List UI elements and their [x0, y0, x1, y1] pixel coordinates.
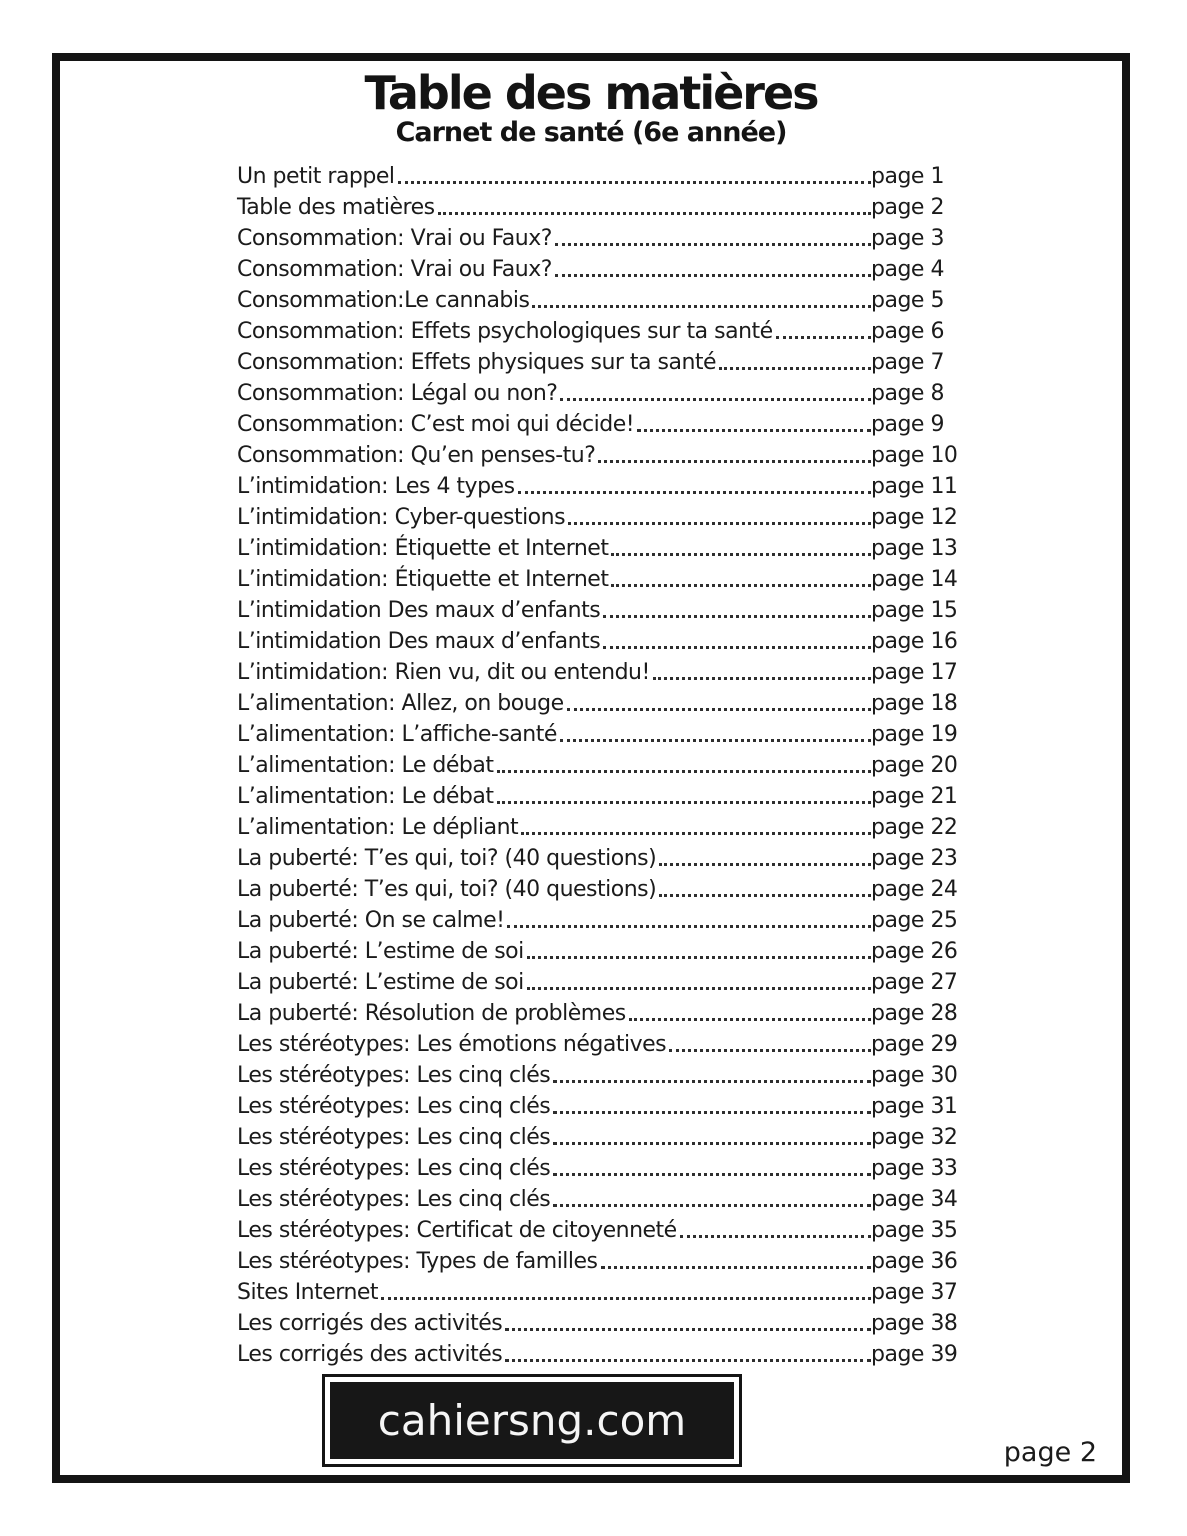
toc-row	[237, 594, 959, 625]
toc-row	[237, 1307, 959, 1338]
toc-dot-leader	[553, 1204, 871, 1207]
toc-page-number: page 23	[871, 846, 958, 871]
toc-dot-leader	[438, 212, 871, 215]
toc-dot-leader	[497, 770, 872, 773]
toc-dot-leader	[553, 1080, 871, 1083]
toc-dot-leader	[398, 181, 872, 184]
toc-page-number: page 17	[871, 660, 958, 685]
toc-entry-label: Les stéréotypes: Types de familles	[237, 1249, 598, 1274]
toc-row	[237, 1152, 959, 1183]
toc-dot-leader	[719, 367, 871, 370]
toc-page-number: page 29	[871, 1032, 958, 1057]
toc-entry-label: Consommation: Vrai ou Faux?	[237, 226, 552, 251]
toc-page-number: page 28	[871, 1001, 958, 1026]
toc-page-number: page 36	[871, 1249, 958, 1274]
toc-page-number: page 2	[871, 195, 944, 220]
toc-page-number: page 38	[871, 1311, 958, 1336]
toc-entry-label: Les stéréotypes: Les cinq clés	[237, 1125, 551, 1150]
toc-page-number: page 39	[871, 1342, 958, 1367]
site-badge-label: cahiersng.com	[330, 1382, 734, 1459]
toc-page-number: page 3	[871, 226, 944, 251]
toc-row	[237, 625, 959, 656]
toc-page-number: page 14	[871, 567, 958, 592]
toc-page-number: page 19	[871, 722, 958, 747]
toc-dot-leader	[603, 646, 871, 649]
toc-entry-label: Les stéréotypes: Certificat de citoyenneté	[237, 1218, 677, 1243]
toc-page-number: page 18	[871, 691, 958, 716]
toc-row	[237, 997, 959, 1028]
toc-row	[237, 811, 959, 842]
toc-page-number: page 30	[871, 1063, 958, 1088]
toc-entry-label: Consommation: Effets psychologiques sur ta santé	[237, 319, 773, 344]
toc-entry-label: Consommation: C’est moi qui décide!	[237, 412, 635, 437]
toc-dot-leader	[776, 336, 871, 339]
toc-dot-leader	[601, 1266, 871, 1269]
toc-dot-leader	[568, 522, 871, 525]
toc-row	[237, 904, 959, 935]
toc-entry-label: Les stéréotypes: Les cinq clés	[237, 1063, 551, 1088]
toc-dot-leader	[611, 584, 871, 587]
toc-row	[237, 1121, 959, 1152]
toc-dot-leader	[553, 1111, 871, 1114]
toc-entry-label: La puberté: Résolution de problèmes	[237, 1001, 626, 1026]
toc-entry-label: L’alimentation: Allez, on bouge	[237, 691, 564, 716]
toc-dot-leader	[532, 305, 871, 308]
toc-row	[237, 687, 959, 718]
toc-entry-label: L’alimentation: Le dépliant	[237, 815, 519, 840]
toc-row	[237, 408, 959, 439]
toc-page-number: page 8	[871, 381, 944, 406]
toc-dot-leader	[603, 615, 871, 618]
toc-entry-label: L’intimidation: Étiquette et Internet	[237, 567, 609, 592]
toc-row	[237, 563, 959, 594]
toc-page-number: page 13	[871, 536, 958, 561]
toc-row	[237, 346, 959, 377]
toc-page-number: page 12	[871, 505, 958, 530]
toc-row	[237, 780, 959, 811]
toc-page-number: page 25	[871, 908, 958, 933]
toc-page-number: page 10	[871, 443, 958, 468]
toc-row	[237, 470, 959, 501]
toc-dot-leader	[381, 1297, 871, 1300]
toc-page-number: page 4	[871, 257, 944, 282]
toc-entry-label: L’intimidation Des maux d’enfants	[237, 598, 601, 623]
toc-row	[237, 1183, 959, 1214]
toc-dot-leader	[659, 863, 871, 866]
toc-row	[237, 1276, 959, 1307]
toc-entry-label: La puberté: On se calme!	[237, 908, 505, 933]
toc-dot-leader	[527, 956, 871, 959]
toc-row	[237, 966, 959, 997]
toc-dot-leader	[567, 708, 871, 711]
toc-row	[237, 284, 959, 315]
toc-row	[237, 1028, 959, 1059]
toc-dot-leader	[669, 1049, 871, 1052]
page-subtitle: Carnet de santé (6e année)	[395, 117, 787, 148]
toc-entry-label: Les stéréotypes: Les cinq clés	[237, 1094, 551, 1119]
toc-row	[237, 222, 959, 253]
toc-row	[237, 439, 959, 470]
toc-dot-leader	[505, 1359, 871, 1362]
toc-entry-label: Les stéréotypes: Les cinq clés	[237, 1156, 551, 1181]
toc-list	[237, 160, 959, 1369]
toc-row	[237, 718, 959, 749]
toc-page-number: page 35	[871, 1218, 958, 1243]
toc-dot-leader	[527, 987, 871, 990]
toc-page-number: page 24	[871, 877, 958, 902]
toc-entry-label: Consommation: Légal ou non?	[237, 381, 558, 406]
toc-page-number: page 22	[871, 815, 958, 840]
toc-row	[237, 501, 959, 532]
toc-entry-label: Table des matières	[237, 195, 435, 220]
footer-page-number: page 2	[1003, 1437, 1097, 1468]
toc-entry-label: L’alimentation: L’affiche-santé	[237, 722, 557, 747]
toc-page-number: page 15	[871, 598, 958, 623]
toc-row	[237, 1090, 959, 1121]
toc-row	[237, 377, 959, 408]
toc-dot-leader	[653, 677, 871, 680]
toc-page-number: page 37	[871, 1280, 958, 1305]
toc-entry-label: Consommation: Effets physiques sur ta santé	[237, 350, 717, 375]
toc-page-number: page 16	[871, 629, 958, 654]
toc-entry-label: Les stéréotypes: Les cinq clés	[237, 1187, 551, 1212]
toc-page-number: page 9	[871, 412, 944, 437]
toc-page-number: page 7	[871, 350, 944, 375]
toc-page-number: page 34	[871, 1187, 958, 1212]
toc-entry-label: La puberté: T’es qui, toi? (40 questions)	[237, 877, 657, 902]
toc-row	[237, 1214, 959, 1245]
toc-entry-label: Les corrigés des activités	[237, 1342, 503, 1367]
toc-entry-label: Les stéréotypes: Les émotions négatives	[237, 1032, 667, 1057]
toc-entry-label: L’alimentation: Le débat	[237, 753, 494, 778]
toc-dot-leader	[553, 1142, 871, 1145]
toc-row	[237, 749, 959, 780]
toc-dot-leader	[637, 429, 871, 432]
toc-entry-label: Consommation: Vrai ou Faux?	[237, 257, 552, 282]
toc-row	[237, 191, 959, 222]
toc-row	[237, 935, 959, 966]
toc-dot-leader	[555, 243, 871, 246]
toc-row	[237, 842, 959, 873]
toc-dot-leader	[505, 1328, 871, 1331]
toc-page-number: page 32	[871, 1125, 958, 1150]
toc-dot-leader	[611, 553, 871, 556]
toc-entry-label: L’intimidation: Rien vu, dit ou entendu!	[237, 660, 650, 685]
site-badge	[322, 1374, 742, 1467]
toc-page-number: page 5	[871, 288, 944, 313]
toc-entry-label: Sites Internet	[237, 1280, 379, 1305]
toc-dot-leader	[521, 832, 871, 835]
toc-row	[237, 253, 959, 284]
toc-dot-leader	[659, 894, 871, 897]
toc-row	[237, 656, 959, 687]
toc-page-number: page 33	[871, 1156, 958, 1181]
toc-entry-label: La puberté: L’estime de soi	[237, 939, 524, 964]
toc-dot-leader	[680, 1235, 871, 1238]
toc-dot-leader	[560, 398, 871, 401]
toc-entry-label: Un petit rappel	[237, 164, 395, 189]
toc-page-number: page 6	[871, 319, 944, 344]
toc-entry-label: La puberté: L’estime de soi	[237, 970, 524, 995]
toc-row	[237, 160, 959, 191]
toc-page-number: page 11	[871, 474, 958, 499]
toc-row	[237, 1059, 959, 1090]
toc-entry-label: L’intimidation Des maux d’enfants	[237, 629, 601, 654]
toc-row	[237, 1338, 959, 1369]
toc-dot-leader	[598, 460, 871, 463]
toc-entry-label: L’intimidation: Cyber-questions	[237, 505, 566, 530]
toc-page-number: page 27	[871, 970, 958, 995]
toc-page-number: page 31	[871, 1094, 958, 1119]
toc-entry-label: L’intimidation: Les 4 types	[237, 474, 515, 499]
toc-dot-leader	[497, 801, 872, 804]
toc-entry-label: Consommation: Qu’en penses-tu?	[237, 443, 596, 468]
toc-dot-leader	[560, 739, 871, 742]
toc-page-number: page 21	[871, 784, 958, 809]
toc-entry-label: La puberté: T’es qui, toi? (40 questions)	[237, 846, 657, 871]
toc-dot-leader	[555, 274, 871, 277]
toc-entry-label: Les corrigés des activités	[237, 1311, 503, 1336]
page-title: Table des matières	[364, 66, 818, 120]
toc-row	[237, 1245, 959, 1276]
toc-row	[237, 873, 959, 904]
toc-page-number: page 26	[871, 939, 958, 964]
toc-dot-leader	[518, 491, 871, 494]
toc-entry-label: Consommation:Le cannabis	[237, 288, 530, 313]
toc-entry-label: L’intimidation: Étiquette et Internet	[237, 536, 609, 561]
toc-entry-label: L’alimentation: Le débat	[237, 784, 494, 809]
document-page-frame	[52, 53, 1130, 1483]
toc-dot-leader	[629, 1018, 871, 1021]
toc-dot-leader	[507, 925, 871, 928]
toc-dot-leader	[553, 1173, 871, 1176]
toc-page-number: page 20	[871, 753, 958, 778]
toc-row	[237, 315, 959, 346]
toc-row	[237, 532, 959, 563]
toc-page-number: page 1	[871, 164, 944, 189]
